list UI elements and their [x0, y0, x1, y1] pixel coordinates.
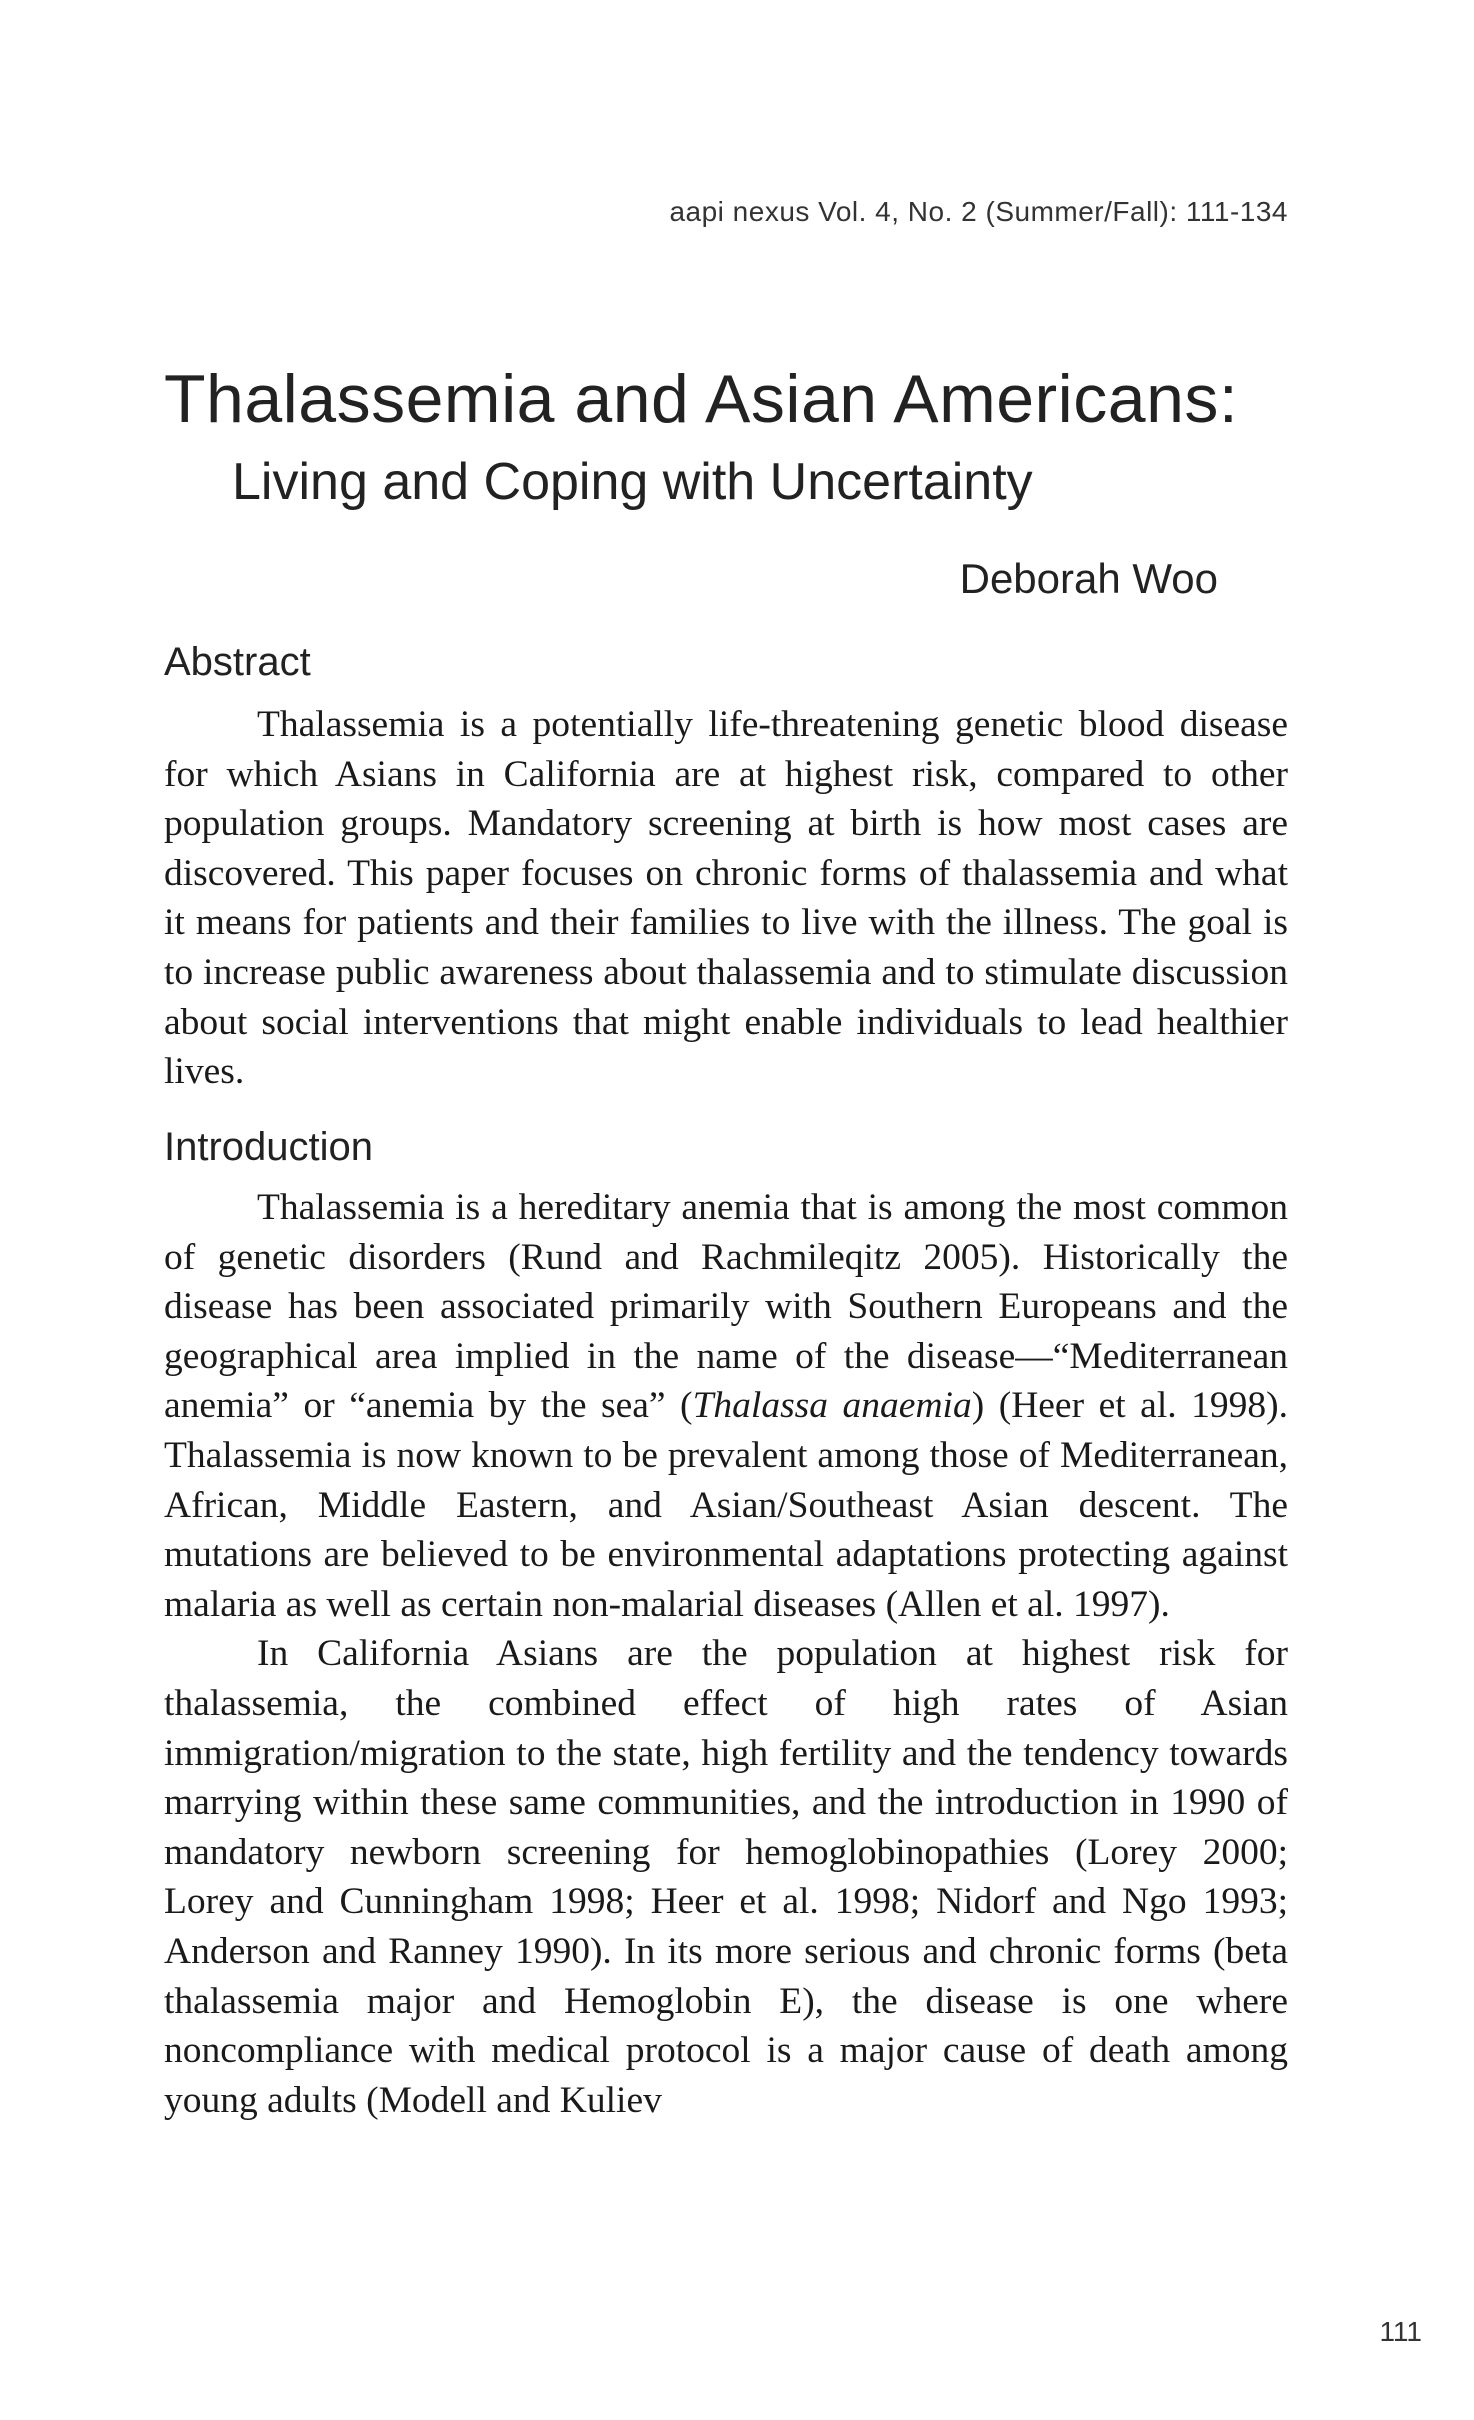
italic-term: Thalassa anaemia: [692, 1385, 972, 1427]
article-subtitle: Living and Coping with Uncertainty: [232, 453, 1033, 511]
abstract-body: [164, 700, 1288, 1097]
abstract-heading: Abstract: [164, 640, 311, 684]
introduction-body: [164, 1183, 1288, 2125]
author-name: Deborah Woo: [959, 555, 1218, 602]
introduction-paragraph-1: [164, 1183, 1288, 1629]
article-title: Thalassemia and Asian Americans:: [164, 361, 1239, 437]
abstract-paragraph: Thalassemia is a potentially life-threatening genetic blood disease for which Asians in California are at highest risk, compared to other population groups. Mandatory screening at birth is how most cases are discovered. This paper focuses on chronic forms of thalassemia and what it means for patients and their families to live with the illness. The goal is to increase public awareness about thalassemia and to stimulate discussion about social interventions that might enable individuals to lead healthier lives.: [164, 704, 1288, 1093]
page-number: 111: [1379, 2316, 1422, 2347]
introduction-heading: Introduction: [164, 1125, 374, 1169]
paragraph-text: Thalassemia is a hereditary anemia that is among the most common of genetic disorders (Rund and Rachmileqitz 2005). Historically the disease has been associated primarily with Southern Europeans and the geographical area implied in the name of the disease—“Mediterranean anemia” or “anemia by the sea” (: [164, 1187, 1288, 1427]
introduction-paragraph-2: In California Asians are the population at highest risk for thalassemia, the combined effect of high rates of Asian immigration/migration to the state, high fertility and the tendency towards marrying within these same communities, and the introduction in 1990 of mandatory newborn screening for hemoglobinopathies (Lorey 2000; Lorey and Cunningham 1998; Heer et al. 1998; Nidorf and Ngo 1993; Anderson and Ranney 1990). In its more serious and chronic forms (beta thalassemia major and Hemoglobin E), the disease is one where noncompliance with medical protocol is a major cause of death among young adults (Modell and Kuliev: [164, 1633, 1288, 2121]
paragraph-text: ) (Heer et al. 1998). Thalassemia is now known to be prevalent among those of Mediterranean, African, Middle Eastern, and Asian/Southeast Asian descent. The mutations are believed to be environmental adaptations protecting against malaria as well as certain non-malarial diseases (Allen et al. 1997).: [164, 1385, 1289, 1625]
running-header: aapi nexus Vol. 4, No. 2 (Summer/Fall): 111-134: [669, 196, 1288, 227]
